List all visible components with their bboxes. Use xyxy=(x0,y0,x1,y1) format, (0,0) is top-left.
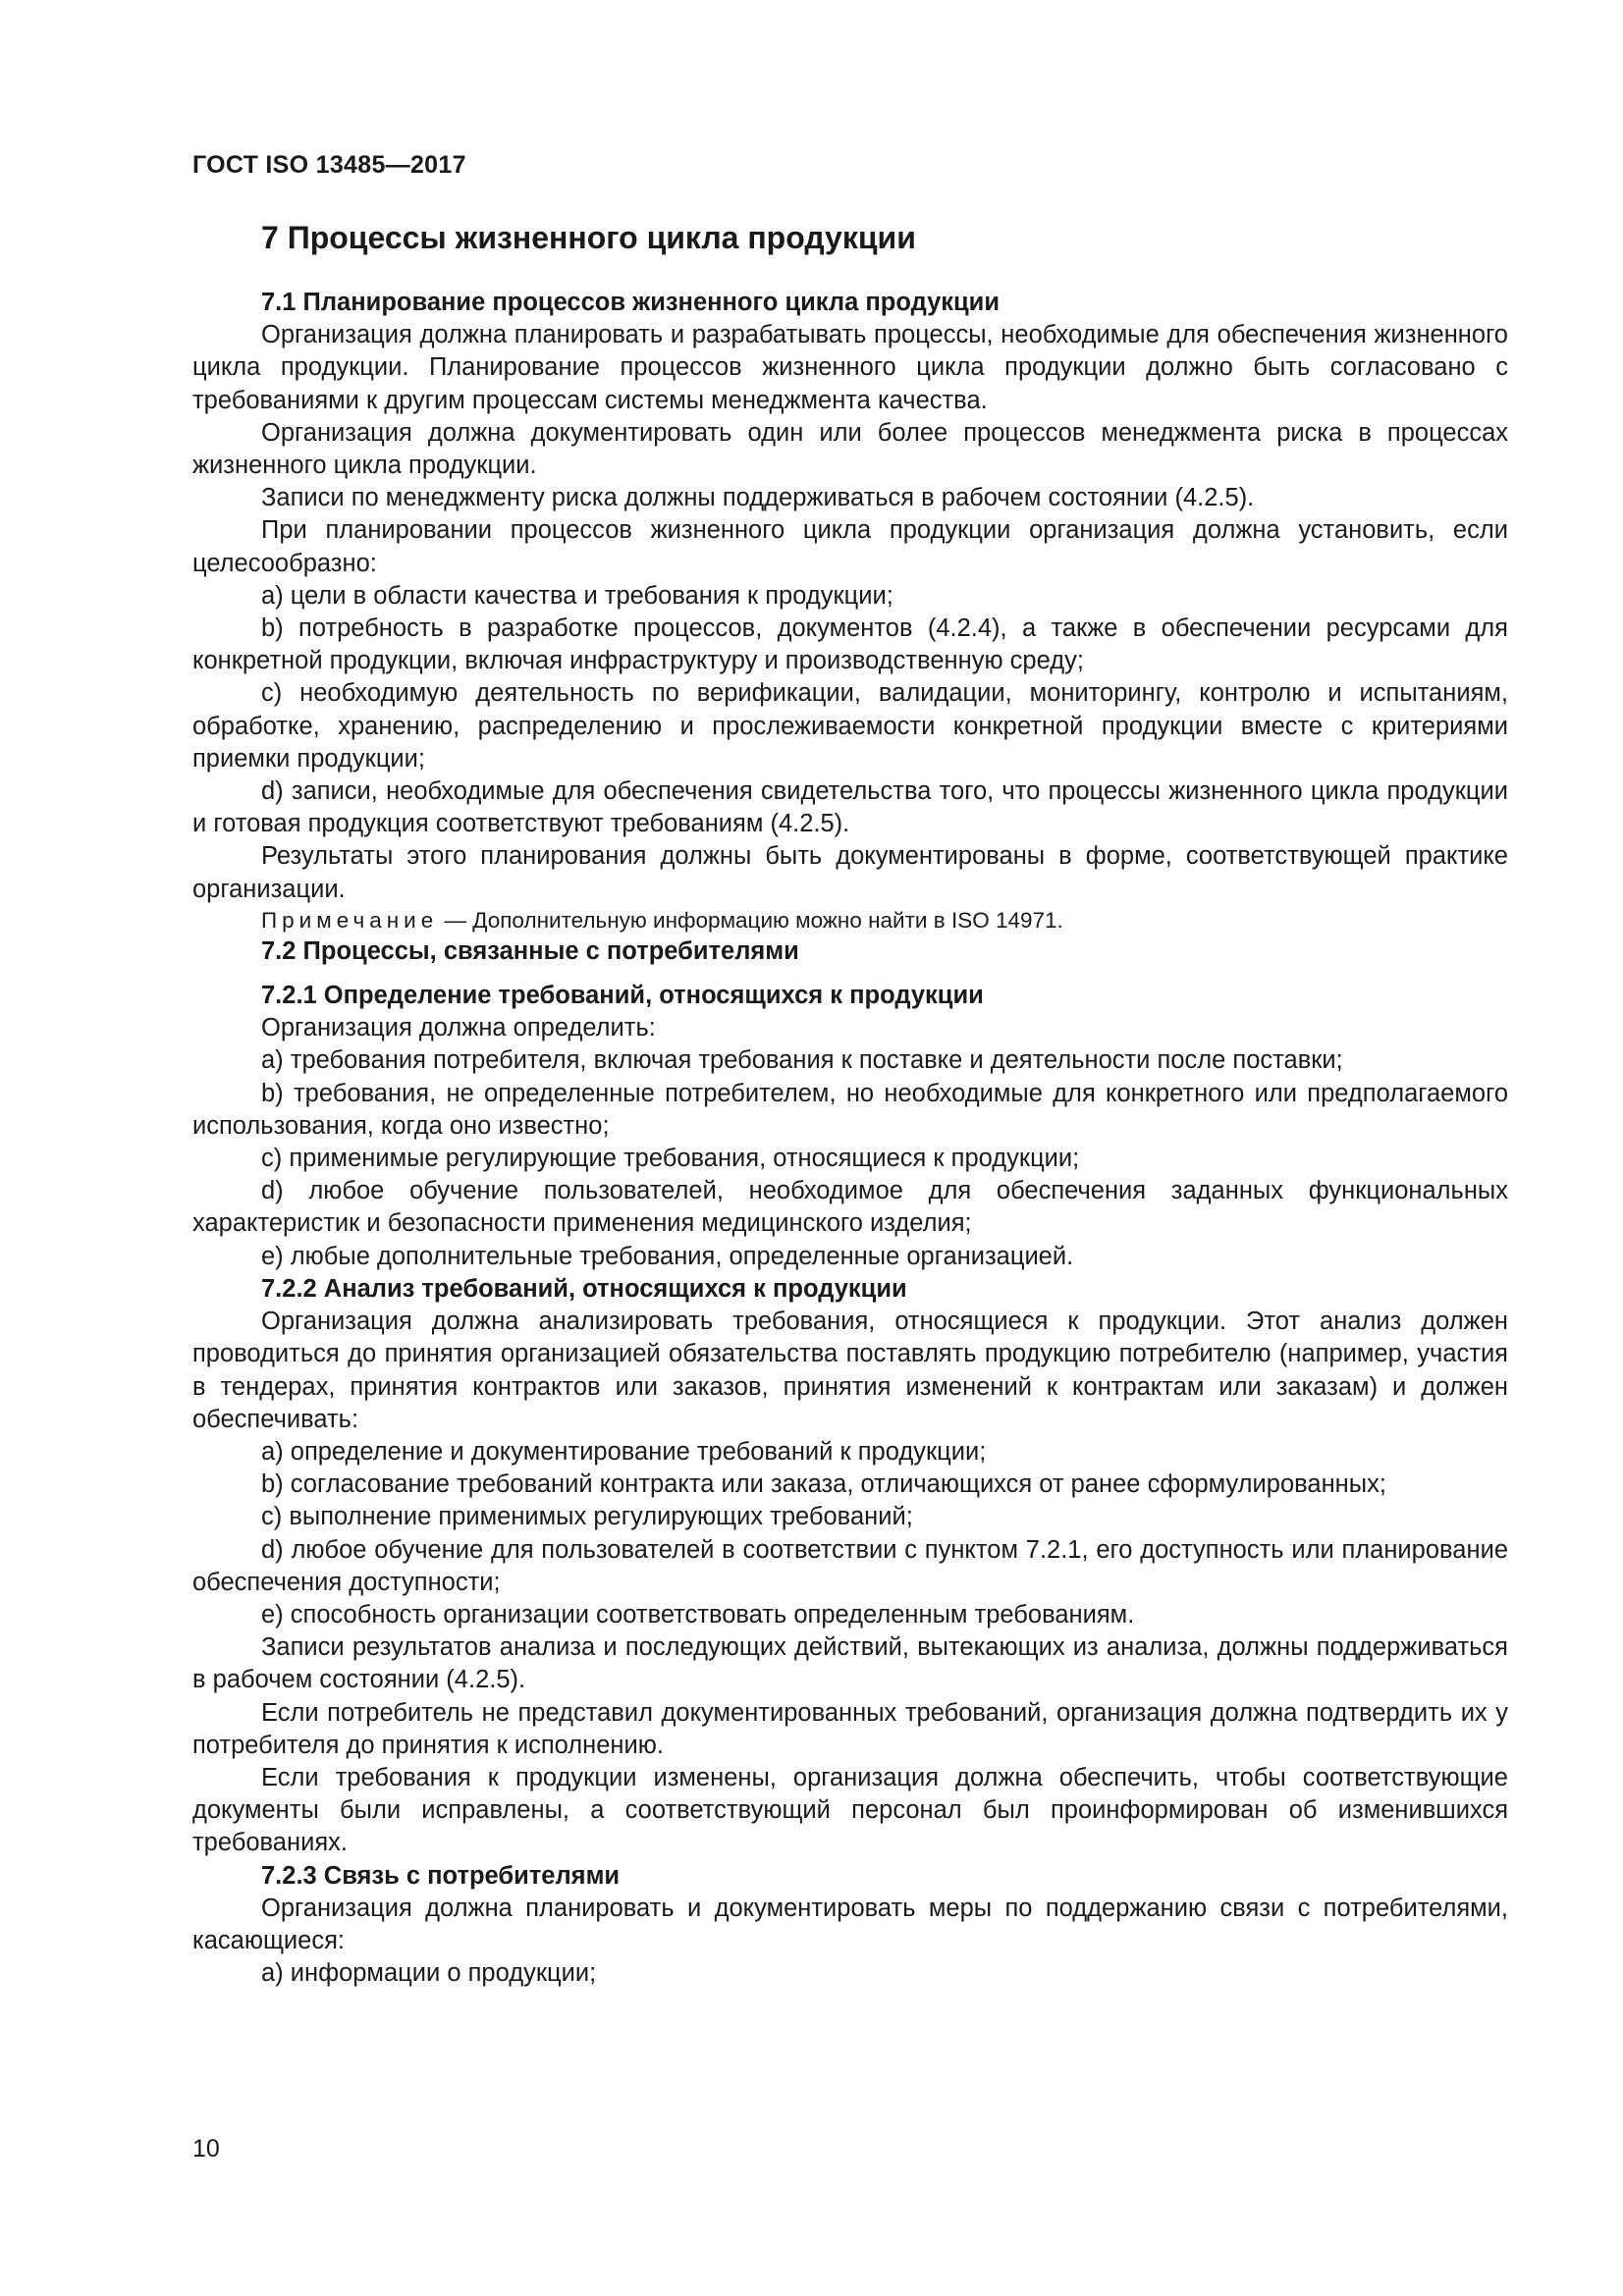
list-item: c) применимые регулирующие требования, относящиеся к продукции; xyxy=(261,1145,1080,1173)
list-item: a) цели в области качества и требования к продукции; xyxy=(261,581,893,610)
paragraph: Организация должна определить: xyxy=(261,1014,656,1042)
paragraph: Результаты этого планирования должны быть документированы в форме, соответствующей практике организации. xyxy=(192,842,1508,903)
paragraph: Организация должна анализировать требования, относящиеся к продукции. Этот анализ должен проводиться до принятия организацией обязательства поставлять продукцию потребителю (например, участия в тендерах, принятия контрактов или заказов, принятия изменений к контрактам или заказам) и должен обеспечивать: xyxy=(192,1308,1508,1433)
section-7-2-2-title: 7.2.2 Анализ требований, относящихся к продукции xyxy=(261,1274,907,1303)
note-label: Примечание xyxy=(261,907,439,933)
note xyxy=(192,906,1508,935)
list-item: c) выполнение применимых регулирующих требований; xyxy=(261,1503,913,1531)
section-7-2-title: 7.2 Процессы, связанные с потребителями xyxy=(261,936,799,965)
paragraph: Организация должна документировать один или более процессов менеджмента риска в процессах жизненного цикла продукции. xyxy=(192,418,1508,480)
section-7-title: 7 Процессы жизненного цикла продукции xyxy=(261,220,916,255)
standard-designation: ГОСТ ISO 13485—2017 xyxy=(192,151,466,179)
paragraph: Если требования к продукции изменены, организация должна обеспечить, чтобы соответствующие документы были исправлены, а соответствующий персонал был проинформирован об изменившихся требованиях. xyxy=(192,1763,1508,1857)
list-item: c) необходимую деятельность по верификации, валидации, мониторингу, контролю и испытаниям, обработке, хранению, распределению и прослеживаемости конкретной продукции вместе с критериями приемки продукции; xyxy=(192,679,1508,773)
list-item: a) определение и документирование требований к продукции; xyxy=(261,1437,987,1466)
list-item: b) потребность в разработке процессов, документов (4.2.4), а также в обеспечении ресурсами для конкретной продукции, включая инфраструктуру и производственную среду; xyxy=(192,614,1508,675)
paragraph: Если потребитель не представил документированных требований, организация должна подтвердить их у потребителя до принятия к исполнению. xyxy=(192,1698,1508,1759)
section-7-2-1-title: 7.2.1 Определение требований, относящихся к продукции xyxy=(261,982,984,1010)
paragraph: При планировании процессов жизненного цикла продукции организация должна установить, если целесообразно: xyxy=(192,516,1508,577)
list-item: d) любое обучение для пользователей в соответствии с пунктом 7.2.1, его доступность или планирование обеспечения доступности; xyxy=(192,1535,1508,1596)
list-item: d) любое обучение пользователей, необходимое для обеспечения заданных функциональных характеристик и безопасности применения медицинского изделия; xyxy=(192,1177,1508,1238)
page-content xyxy=(192,218,1508,1990)
paragraph: Организация должна планировать и разрабатывать процессы, необходимые для обеспечения жизненного цикла продукции. Планирование процессов жизненного цикла продукции должно быть согласовано с требованиями к другим процессам системы менеджмента качества. xyxy=(192,321,1508,414)
list-item: b) требования, не определенные потребителем, но необходимые для конкретного или предполагаемого использования, когда оно известно; xyxy=(192,1079,1508,1140)
list-item: a) информации о продукции; xyxy=(261,1959,597,1988)
section-7-1-title: 7.1 Планирование процессов жизненного цикла продукции xyxy=(261,289,1001,316)
note-text: — Дополнительную информацию можно найти в ISO 14971. xyxy=(438,907,1063,933)
list-item: a) требования потребителя, включая требования к поставке и деятельности после поставки; xyxy=(261,1046,1343,1075)
section-7-2-3-title: 7.2.3 Связь с потребителями xyxy=(261,1861,621,1890)
list-item: b) согласование требований контракта или заказа, отличающихся от ранее сформулированных; xyxy=(261,1470,1386,1499)
list-item: e) способность организации соответствовать определенным требованиям. xyxy=(261,1600,1135,1629)
page-number: 10 xyxy=(192,2135,220,2163)
list-item: d) записи, необходимые для обеспечения свидетельства того, что процессы жизненного цикла продукции и готовая продукция соответствуют требованиям (4.2.5). xyxy=(192,777,1508,838)
paragraph: Записи результатов анализа и последующих действий, вытекающих из анализа, должны поддерживаться в рабочем состоянии (4.2.5). xyxy=(192,1633,1508,1694)
paragraph: Организация должна планировать и документировать меры по поддержанию связи с потребителями, касающиеся: xyxy=(192,1894,1508,1954)
list-item: e) любые дополнительные требования, определенные организацией. xyxy=(261,1242,1074,1270)
paragraph: Записи по менеджменту риска должны поддерживаться в рабочем состоянии (4.2.5). xyxy=(261,484,1255,512)
